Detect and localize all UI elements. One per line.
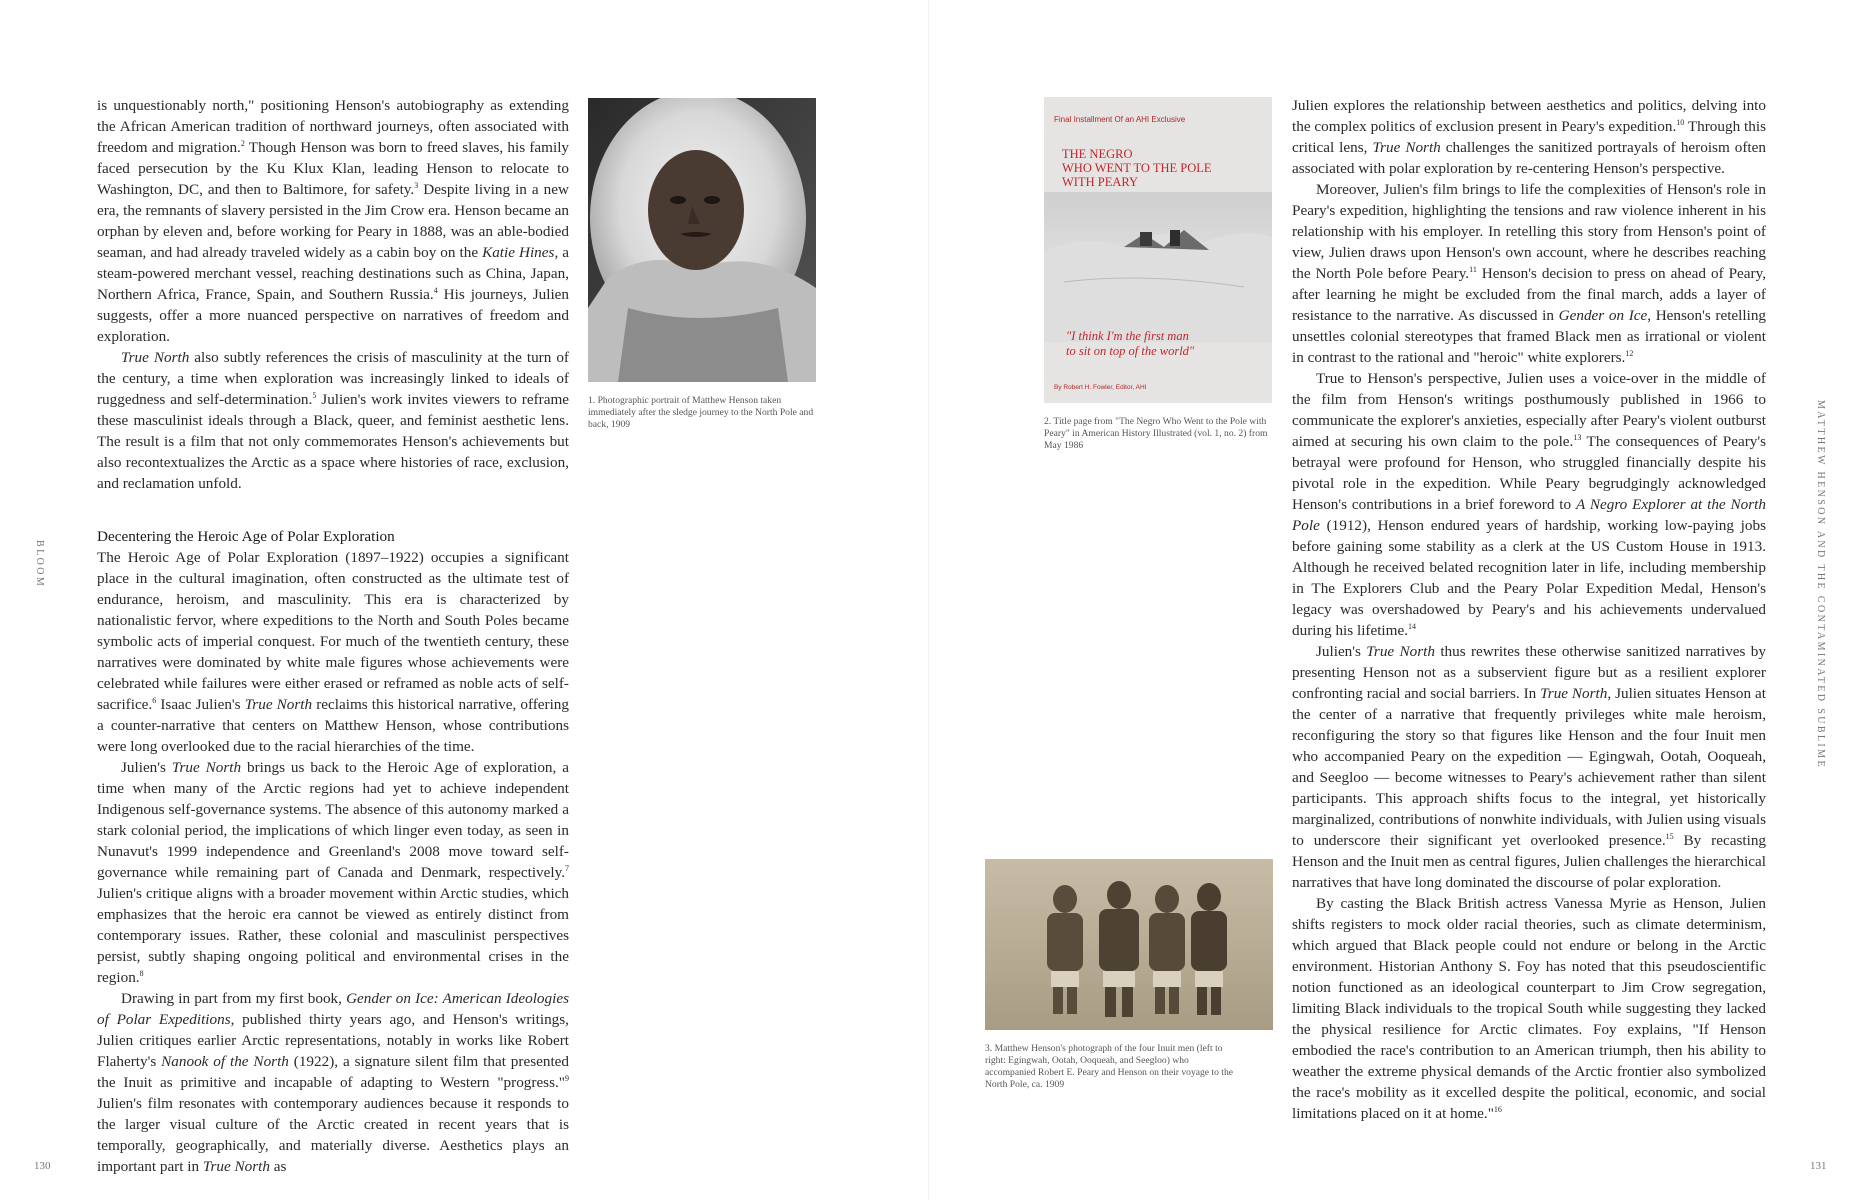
paragraph: By casting the Black British actress Vanessa Myrie as Henson, Julien shifts registers to mock older racial theories, such as climate determinism, which argued that Black people could not endure or belong in the Arctic environment. Historian Anthony S. Foy has noted that this pseudoscientific notion functioned as an ideological counterpart to Jim Crow segregation, limiting Black individuals to the tropical South while suggesting they lacked the physical resilience for Arctic climates. Foy explains, "If Henson embodied the race's contribution to an American triumph, then his ability to weather the extreme physical demands of the Arctic frontier also symbolized the race's mobility as it excelled despite the political, economic, and social limitations placed on it at home."$^{16}$ [1292,895,1766,1122]
magazine-title: THE NEGRO WHO WENT TO THE POLE WITH PEARY [1062,147,1212,189]
left-page-number: 130 [34,1160,51,1172]
paragraph: True North also subtly references the crisis of masculinity at the turn of the century, a time when exploration was increasingly linked to ideals of ruggedness and self-determination.$^5$ Julien's work invites viewers to reframe these masculinist ideals through a Black, queer, and feminist aesthetic lens. The result is a film that not only commemorates Henson's achievements but also recontextualizes the Arctic as a space where histories of race, exclusion, and reclamation unfold. [97,349,570,492]
magazine-byline: By Robert H. Fowler, Editor, AHI [1054,384,1147,391]
right-running-head: MATTHEW HENSON AND THE CONTAMINATED SUBLIME [1815,400,1826,769]
book-gutter [928,0,930,1200]
paragraph: The Heroic Age of Polar Exploration (1897–1922) occupies a significant place in the cultural imagination, often constructed as the ultimate test of endurance, heroism, and masculinity. This era is characterized by nationalistic fervor, where expeditions to the North and South Poles became symbolic acts of imperial conquest. For much of the twentieth century, these narratives were dominated by white male figures whose achievements were celebrated while failures were either erased or reframed as noble acts of self-sacrifice.$^6$ Isaac Julien's True North reclaims this historical narrative, offering a counter-narrative that centers on Matthew Henson, whose contributions were long overlooked due to the racial hierarchies of the time. [97,549,569,755]
inuit-men-illustration [985,859,1273,1030]
left-page-body [97,95,569,1177]
paragraph: Julien's True North brings us back to the Heroic Age of exploration, a time when many of the Arctic regions had yet to achieve independent Indigenous self-governance systems. The absence of this autonomy marked a stark colonial period, the implications of which linger even today, as seen in Nunavut's 1999 independence and Greenland's 2008 move toward self-governance while remaining part of Canada and Denmark, respectively.$^7$ Julien's critique aligns with a broader movement within Arctic studies, which emphasizes that the heroic era cannot be viewed as entirely distinct from contemporary issues. Rather, these colonial and masculinist perspectives persist, subtly shaping ongoing political and environmental crises in the region.$^8$ [97,759,569,986]
henson-portrait-photo [588,98,816,382]
paragraph: Drawing in part from my first book, Gender on Ice: American Ideologies of Polar Expeditions, published thirty years ago, and Henson's writings, Julien critiques earlier Arctic representations, notably in works like Robert Flaherty's Nanook of the North (1922), a signature silent film that presented the Inuit as primitive and incapable of adapting to Western "progress."$^9$ Julien's film resonates with contemporary audiences because it responds to the larger visual culture of the Arctic created in recent years that is temporally, geographically, and materially diverse. Aesthetics plays an important part in True North as [97,990,569,1175]
inuit-men-photo [985,859,1273,1030]
right-page-body [1292,95,1766,1124]
paragraph: Julien's True North thus rewrites these otherwise sanitized narratives by presenting Henson not as a subservient figure but as a resilient explorer confronting racial and social barriers. In True North, Julien situates Henson at the center of a narrative that frequently privileges white male heroism, reconfiguring the story so that figures like Henson and the four Inuit men who accompanied Peary on the expedition — Egingwah, Ootah, Ooqueah, and Seegloo — become witnesses to Peary's achievement rather than silent participants. This approach shifts focus to the integral, yet historically marginalized, contributions of nonwhite individuals, with Julien using visuals to underscore their significant yet overlooked presence.$^{15}$ By recasting Henson and the Inuit men as central figures, Julien challenges the hierarchical narratives that have long dominated the discourse of polar exploration. [1292,643,1767,891]
portrait-illustration [588,98,816,382]
paragraph: True to Henson's perspective, Julien uses a voice-over in the middle of the film from Henson's writings posthumously published in 1966 to communicate the explorer's anxieties, especially after Peary's violent outburst aimed at securing his own claim to the pole.$^{13}$ The consequences of Peary's betrayal were profound for Henson, who struggled financially despite his pivotal role in the expedition. While Peary begrudgingly acknowledged Henson's contributions in a brief foreword to A Negro Explorer at the North Pole (1912), Henson endured years of hardship, working low-paying jobs before gaining some stability as a clerk at the US Custom House in 1913. Although he received belated recognition later in life, including membership in The Explorers Club and the Peary Polar Expedition Medal, Henson's legacy was overshadowed by Peary's and his achievements undervalued during his lifetime.$^{14}$ [1292,370,1766,639]
magazine-quote: "I think I'm the first man to sit on top of the world" [1066,329,1195,358]
paragraph: is unquestionably north," positioning Henson's autobiography as extending the African American tradition of northward journeys, often associated with freedom and migration.$^2$ Though Henson was born to freed slaves, his family faced persecution by the Ku Klux Klan, leading Henson to relocate to Washington, DC, and then to Baltimore, for safety.$^3$ Despite living in a new era, the remnants of slavery persisted in the Jim Crow era. Henson became an orphan by eleven and, before working for Peary in 1888, was an able-bodied seaman, and had already traveled widely as a cabin boy on the Katie Hines, a steam-powered merchant vessel, reaching destinations such as China, Japan, Northern Africa, France, Spain, and Southern Russia.$^4$ His journeys, Julien suggests, offer a more nuanced perspective on narratives of freedom and exploration. [97,97,570,345]
section-heading: Decentering the Heroic Age of Polar Exploration [97,528,395,545]
sledge-scene-illustration [1044,192,1272,342]
magazine-title-page [1044,97,1272,403]
right-page-number: 131 [1810,1160,1827,1172]
figure-3-caption: 3. Matthew Henson's photograph of the four Inuit men (left to right: Egingwah, Ootah, Ooqueah, and Seegloo) who accompanied Robert E. Peary and Henson on their voyage to the North Pole, ca. 1909 [985,1043,1234,1090]
magazine-kicker: Final Installment Of an AHI Exclusive [1054,115,1186,124]
left-running-head: BLOOM [34,540,45,589]
figure-2-caption: 2. Title page from "The Negro Who Went to the Pole with Peary" in American History Illustrated (vol. 1, no. 2) from May 1986 [1044,416,1268,451]
figure-1-caption: 1. Photographic portrait of Matthew Henson taken immediately after the sledge journey to the North Pole and back, 1909 [588,395,814,430]
paragraph: Julien explores the relationship between aesthetics and politics, delving into the complex politics of exclusion present in Peary's expedition.$^{10}$ Through this critical lens, True North challenges the sanitized portrayals of heroism often associated with polar exploration by re-centering Henson's perspective. [1292,97,1766,177]
paragraph: Moreover, Julien's film brings to life the complexities of Henson's role in Peary's expedition, highlighting the tensions and raw violence inherent in his relationship with his employer. In retelling this story from Henson's point of view, Julien draws upon Henson's own account, where he describes reaching the North Pole before Peary.$^{11}$ Henson's decision to press on ahead of Peary, after learning he might be excluded from the final march, adds a layer of resistance to the narrative. As discussed in Gender on Ice, Henson's retelling unsettles colonial stereotypes that framed Black men as irrational or violent in contrast to the rational and "heroic" white explorers.$^{12}$ [1292,181,1767,366]
